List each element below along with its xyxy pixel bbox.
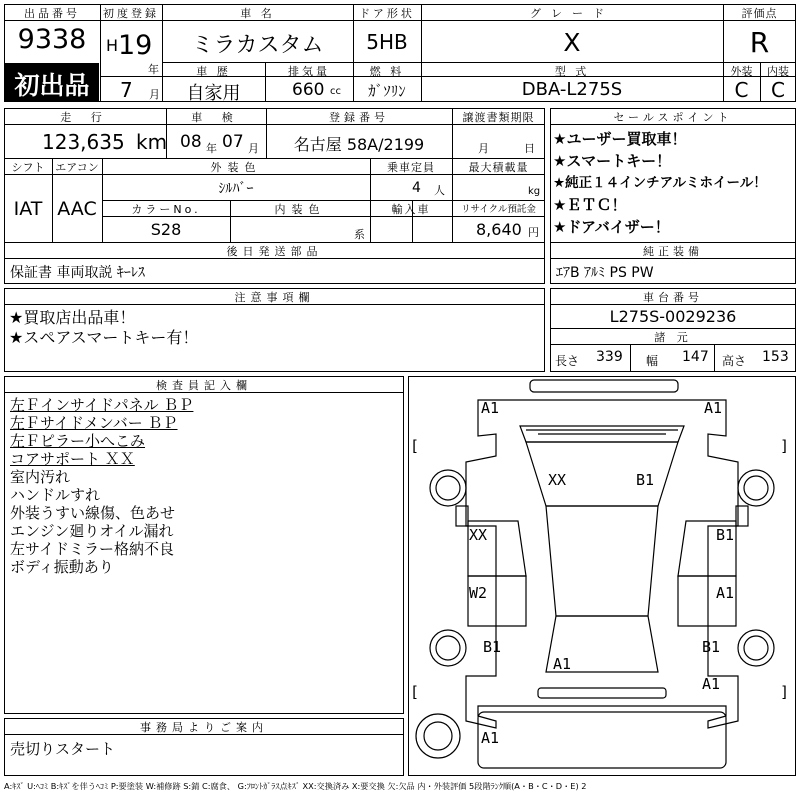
transfer-day: 日: [524, 142, 535, 155]
sales-point-item: ★ユーザー買取車！: [553, 130, 687, 148]
recycle-label: リサイクル預託金: [461, 204, 536, 215]
grade: X: [563, 28, 581, 57]
inspector-note: コアサポート ＸＸ: [10, 450, 135, 468]
transfer-label: 譲渡書類期限: [462, 111, 535, 124]
genuine-equipment: ｴｱB ｱﾙﾐ PS PW: [556, 265, 654, 281]
first-listing-text: 初出品: [14, 71, 90, 100]
load-unit: kg: [528, 186, 541, 197]
diagram-label-bracket: ]: [780, 437, 790, 455]
car-name-label: 車 名: [240, 7, 275, 20]
caution-list: [9, 308, 539, 348]
lot-label: 出品番号: [24, 7, 80, 20]
aircon-label: エアコン: [55, 161, 99, 174]
aircon: AAC: [57, 198, 97, 220]
int-color-unit: 系: [354, 228, 365, 241]
chassis-label: 車台番号: [643, 291, 703, 304]
chassis-number: L275S-0029236: [609, 307, 737, 326]
length-label: 長さ: [555, 354, 580, 368]
score: R: [749, 26, 770, 59]
diagram-label-rear-center: A1: [553, 655, 572, 673]
first-reg-label: 初度登録: [103, 7, 159, 20]
history-label: 車 歴: [196, 65, 231, 78]
lot-number: 9338: [17, 24, 87, 55]
diagram-label-right-front-door: B1: [716, 526, 735, 544]
wheel-front-left: [430, 470, 466, 506]
sales-points-list: [553, 128, 795, 238]
import-label: 輸入車: [391, 203, 431, 216]
exterior-label: 外装: [730, 65, 753, 78]
sales-point-item: ★スマートキー！: [553, 152, 672, 170]
rear-bumper-outline: [538, 688, 666, 698]
diagram-label-bracket: ]: [780, 683, 790, 701]
diagram-label-right-rear-fender: B1: [702, 638, 721, 656]
diagram-label-left-front-door: XX: [469, 526, 488, 544]
era: H: [106, 36, 119, 55]
dims-label: 諸 元: [654, 331, 692, 344]
door-type: 5HB: [366, 30, 408, 54]
office-message: 売切りスタート: [10, 740, 116, 758]
mileage: 123,635: [42, 130, 125, 154]
legend-text: A:ｷｽﾞ U:ﾍｺﾐ B:ｷｽﾞを伴うﾍｺﾐ P:要塗装 W:補修跡 S:錆 C:腐食、 G:ﾌﾛﾝﾄｶﾞﾗｽ点ｷｽﾞ XX:交換済み X:要交換 欠:欠品 内・外装評価 5段階ﾗﾝｸ順(A・B・C・D・E) 2: [4, 781, 587, 791]
caution-item: ★スペアスマートキー有！: [9, 328, 199, 347]
diagram-label-hood-left: XX: [548, 471, 567, 489]
width: 147: [682, 349, 709, 365]
diagram-label-fl-corner: A1: [481, 399, 500, 417]
length: 339: [596, 349, 623, 365]
height: 153: [762, 349, 789, 365]
width-label: 幅: [646, 354, 659, 368]
sales-point-item: ★ＥＴＣ！: [553, 196, 627, 214]
score-label: 評価点: [741, 7, 778, 20]
front-bumper-outline: [530, 380, 678, 392]
inspector-notes: [10, 396, 400, 576]
inspector-label: 検査員記入欄: [156, 379, 252, 392]
fuel-label: 燃 料: [369, 65, 405, 78]
inspector-note: ボディ振動あり: [10, 558, 114, 576]
recycle-unit: 円: [528, 226, 539, 239]
insp-year: 08: [180, 132, 202, 152]
insp-year-unit: 年: [206, 142, 217, 155]
diagram-label-right-rear-corner: A1: [702, 675, 721, 693]
inspector-note: 室内汚れ: [10, 468, 71, 486]
capacity-unit: 人: [434, 184, 445, 197]
reg-month: 7: [120, 78, 133, 102]
model-label: 型 式: [554, 65, 590, 78]
later-docs-label: 後日発送部品: [226, 245, 323, 258]
color-no: S28: [150, 220, 182, 239]
diagram-label-bracket: [: [410, 683, 420, 701]
inspector-note: エンジン廻りオイル漏れ: [10, 522, 174, 540]
mileage-label: 走 行: [60, 111, 110, 124]
capacity-label: 乗車定員: [387, 161, 435, 174]
height-label: 高さ: [722, 354, 747, 368]
insp-month: 07: [222, 132, 244, 152]
door-label: ドア形状: [359, 7, 415, 20]
mileage-unit: km: [136, 130, 168, 154]
reg-year-unit: 年: [148, 63, 159, 76]
capacity: 4: [412, 180, 421, 196]
inspector-note: ハンドルすれ: [10, 486, 101, 504]
history: 自家用: [186, 83, 241, 104]
model: DBA-L275S: [521, 79, 623, 100]
ext-color: ｼﾙﾊﾞｰ: [218, 181, 254, 197]
fuel: ｶﾞｿﾘﾝ: [368, 82, 406, 100]
car-name: ミラカスタム: [191, 33, 324, 58]
plate-label: 登録番号: [329, 111, 389, 124]
interior-grade: C: [771, 78, 785, 102]
diagram-label-right-rear-door: A1: [716, 584, 735, 602]
roof-outline: [546, 506, 658, 616]
displacement-unit: cc: [330, 86, 341, 97]
displacement-label: 排気量: [288, 65, 330, 78]
diagram-label-bracket: [: [410, 437, 420, 455]
reg-month-unit: 月: [149, 88, 160, 101]
displacement: 660: [292, 80, 325, 100]
shift-label: シフト: [11, 161, 45, 174]
sales-points-label: セールスポイント: [613, 111, 733, 124]
sales-point-item: ★純正１４インチアルミホイール！: [553, 175, 767, 191]
body-outline: [466, 400, 738, 728]
interior-label: 内装: [767, 65, 789, 78]
office-label: 事務局よりご案内: [140, 721, 268, 734]
caution-label: 注意事項欄: [234, 291, 315, 304]
later-docs: 保証書 車両取説 ｷｰﾚｽ: [10, 265, 145, 281]
int-color-label: 内装色: [274, 203, 326, 216]
grade-label: グレード: [530, 7, 614, 20]
diagram-label-left-rear-fender: B1: [483, 638, 502, 656]
plate: 名古屋 58A/2199: [293, 135, 425, 154]
car-body-diagram: [408, 376, 796, 776]
reg-year: 19: [118, 30, 153, 61]
spare-wheel: [416, 714, 460, 758]
inspector-note: 左サイドミラー格納不良: [10, 540, 174, 558]
caution-item: ★買取店出品車！: [9, 308, 136, 327]
insp-month-unit: 月: [248, 142, 259, 155]
sales-point-item: ★ドアバイザー！: [553, 218, 670, 236]
inspector-note: 左Ｆピラー小へこみ: [10, 432, 146, 450]
inspector-note: 外装うすい線傷、色あせ: [10, 504, 176, 522]
ext-color-label: 外装色: [210, 161, 262, 174]
recycle: 8,640: [476, 220, 522, 239]
diagram-label-left-rear-door: W2: [469, 584, 488, 602]
color-no-label: カラーNo.: [131, 203, 201, 216]
load-label: 最大積載量: [468, 161, 529, 174]
diagram-label-fr-corner: A1: [704, 399, 723, 417]
exterior-grade: C: [734, 78, 749, 102]
inspector-note: 左Ｆインサイドパネル ＢＰ: [10, 396, 194, 414]
inspection-label: 車 検: [191, 111, 241, 124]
rear-section-outline: [478, 712, 726, 768]
transfer-month: 月: [478, 142, 489, 155]
inspector-note: 左Ｆサイドメンバー ＢＰ: [10, 414, 178, 432]
shift: IAT: [13, 198, 43, 220]
diagram-label-hood-right: B1: [636, 471, 655, 489]
diagram-label-rear-bumper: A1: [481, 729, 500, 747]
genuine-label: 純正装備: [643, 245, 703, 258]
